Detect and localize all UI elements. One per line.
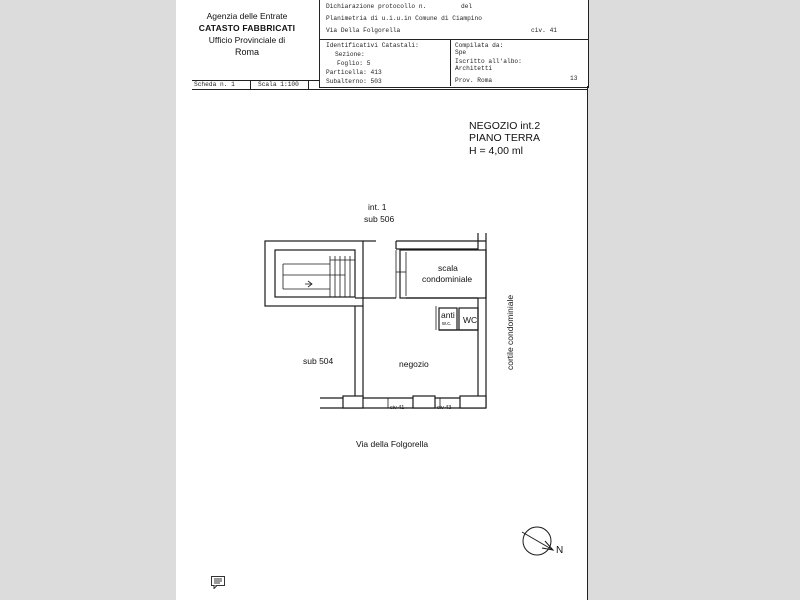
- stair-outer-wall: [265, 241, 363, 306]
- iscritto-value: Architetti: [455, 65, 493, 72]
- plan-title-line1: NEGOZIO int.2: [469, 120, 541, 132]
- prov-number: 13: [570, 75, 578, 82]
- subalterno-label: Subalterno: 503: [326, 78, 382, 85]
- stair-inner-wall: [275, 250, 355, 297]
- street-label: Via della Folgorella: [356, 439, 429, 449]
- anti-label: anti: [441, 310, 455, 320]
- scala-label-room: scala: [438, 263, 458, 273]
- north-label: N: [556, 545, 564, 556]
- cortile-label: cortile condominiale: [505, 294, 515, 370]
- compilata-label: Compilata da:: [455, 42, 504, 49]
- plan-title-line3: H = 4,00 ml: [469, 145, 523, 157]
- int1-label: int. 1: [368, 202, 387, 212]
- via-label: Via Della Folgorella: [326, 27, 401, 34]
- sezione-label: Sezione:: [335, 51, 365, 58]
- catasto-title: CATASTO FABBRICATI: [198, 23, 296, 33]
- compilata-value: Spe: [455, 49, 467, 56]
- condominiale-label: condominiale: [422, 274, 473, 284]
- scala-label: Scala 1:100: [258, 81, 299, 88]
- wc-label: WC: [463, 315, 478, 325]
- civ43-label: civ 43: [437, 405, 452, 411]
- agency-name: Agenzia delle Entrate: [206, 11, 288, 21]
- compass-icon: [522, 527, 553, 555]
- prov-label: Prov. Roma: [455, 77, 493, 84]
- planimetria-label: Planimetria di u.i.u.in Comune di Ciampino: [326, 15, 482, 22]
- office-city: Roma: [234, 47, 259, 57]
- civ-label: civ. 41: [531, 27, 557, 34]
- office-label: Ufficio Provinciale di: [208, 35, 286, 45]
- particella-label: Particella: 413: [326, 69, 382, 76]
- iscritto-label: Iscritto all'albo:: [455, 58, 522, 65]
- del-label: del: [461, 3, 473, 10]
- foglio-label: Foglio: 5: [337, 60, 371, 67]
- sub506-label: sub 506: [364, 214, 395, 224]
- civ41-label: civ 41: [390, 405, 405, 411]
- scheda-label: Scheda n. 1: [194, 81, 235, 88]
- negozio-label: negozio: [399, 359, 429, 369]
- plan-title-line2: PIANO TERRA: [469, 132, 540, 144]
- sub504-label: sub 504: [303, 356, 334, 366]
- dichiarazione-label: Dichiarazione protocollo n.: [326, 3, 427, 10]
- comment-icon[interactable]: [211, 576, 225, 589]
- identificativi-label: Identificativi Catastali:: [326, 42, 419, 49]
- anti-wc-label: w.c.: [442, 321, 452, 327]
